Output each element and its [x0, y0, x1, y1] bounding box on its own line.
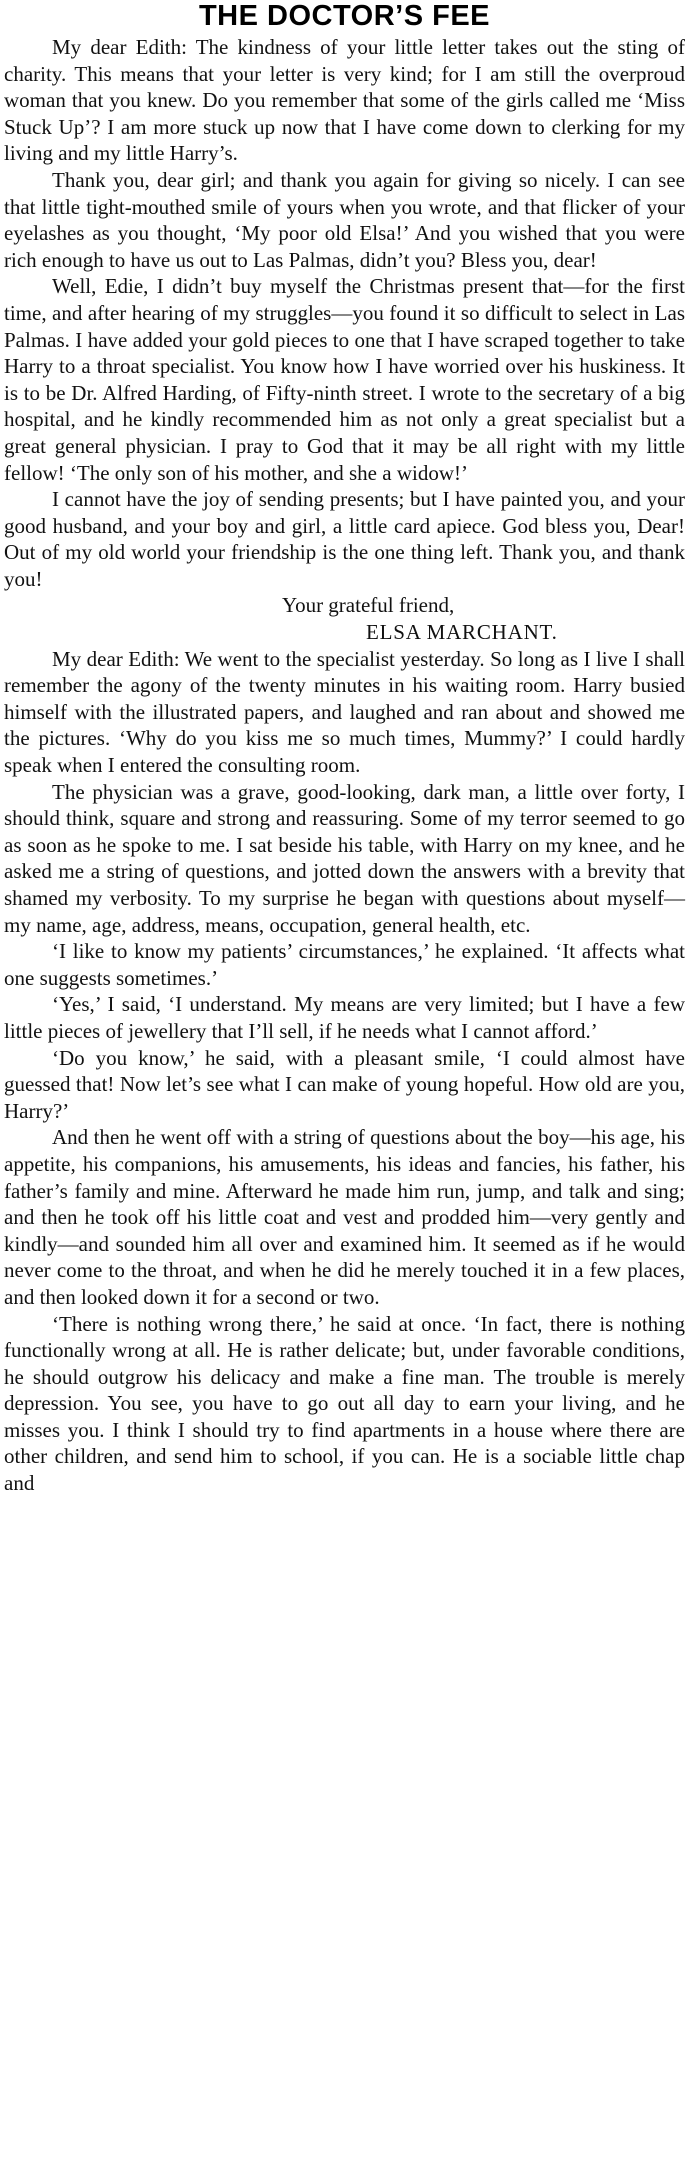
signature: ELSA MARCHANT. — [366, 620, 558, 645]
letter-paragraph: My dear Edith: We went to the specialist yesterday. So long as I live I shall remember the agony of the twenty minutes in his waiting room. Harry busied himself with the illustrated papers, and laughed and ran about and showed me the pictures. ‘Why do you kiss me so much times, Mummy?’ I could hardly speak when I entered the consulting room. — [4, 646, 685, 778]
letter-paragraph: ‘There is nothing wrong there,’ he said at once. ‘In fact, there is nothing functionally wrong at all. He is rather delicate; but, under favorable conditions, he should outgrow his delicacy and make a fine man. The trouble is merely depression. You see, you have to go out all day to earn your living, and he misses you. I think I should try to find apartments in a house where there are other children, and send him to school, if you can. He is a sociable little chap and — [4, 1311, 685, 1496]
letter-paragraph: Well, Edie, I didn’t buy myself the Christmas present that—for the first time, and after hearing of my struggles—you found it so difficult to select in Las Palmas. I have added your gold pieces to one that I have scraped together to take Harry to a throat specialist. You know how I have worried over his huskiness. It is to be Dr. Alfred Harding, of Fifty-ninth street. I wrote to the secretary of a big hospital, and he kindly recommended him as not only a great specialist but a great general physician. I pray to God that it may be all right with my little fellow! ‘The only son of his mother, and she a widow!’ — [4, 274, 685, 485]
article-body — [4, 34, 685, 1497]
letter-paragraph: ‘Yes,’ I said, ‘I understand. My means are very limited; but I have a few little pieces of jewellery that I’ll sell, if he needs what I cannot afford.’ — [4, 992, 685, 1043]
letter-closing — [4, 592, 685, 645]
letter-paragraph: Thank you, dear girl; and thank you again for giving so nicely. I can see that little tight-mouthed smile of yours when you wrote, and that flicker of your eyelashes as you thought, ‘My poor old Elsa!’ And you wished that you were rich enough to have us out to Las Palmas, didn’t you? Bless you, dear! — [4, 167, 685, 272]
letter-paragraph: I cannot have the joy of sending presents; but I have painted you, and your good husband, and your boy and girl, a little card apiece. God bless you, Dear! Out of my old world your friendship is the one thing left. Thank you, and thank you! — [4, 487, 685, 591]
article-title: THE DOCTOR’S FEE — [198, 0, 491, 32]
letter-paragraph: My dear Edith: The kindness of your little letter takes out the sting of charity. This means that your letter is very kind; for I am still the overproud woman that you knew. Do you remember that some of the girls called me ‘Miss Stuck Up’? I am more stuck up now that I have come down to clerking for my living and my little Harry’s. — [4, 35, 685, 166]
letter-paragraph: ‘I like to know my patients’ circumstances,’ he explained. ‘It affects what one suggests sometimes.’ — [4, 939, 685, 990]
letter-paragraph: The physician was a grave, good-looking, dark man, a little over forty, I should think, square and strong and reassuring. Some of my terror seemed to go as soon as he spoke to me. I sat beside his table, with Harry on my knee, and he asked me a string of questions, and jotted down the answers with a brevity that shamed my verbosity. To my surprise he began with questions about myself—my name, age, address, means, occupation, general health, etc. — [4, 779, 685, 937]
letter-paragraph: And then he went off with a string of questions about the boy—his age, his appetite, his companions, his amusements, his ideas and fancies, his father, his father’s family and mine. Afterward he made him run, jump, and talk and sing; and then he took off his little coat and vest and prodded him—very gently and kindly—and sounded him all over and examined him. It seemed as if he would never come to the throat, and when he did he merely touched it in a few places, and then looked down it for a second or two. — [4, 1125, 685, 1309]
letter-paragraph: ‘Do you know,’ he said, with a pleasant smile, ‘I could almost have guessed that! Now let’s see what I can make of young hopeful. How old are you, Harry?’ — [4, 1045, 685, 1123]
closing-salutation: Your grateful friend, — [282, 593, 455, 618]
second-letter — [4, 646, 685, 1497]
first-letter — [4, 34, 685, 646]
